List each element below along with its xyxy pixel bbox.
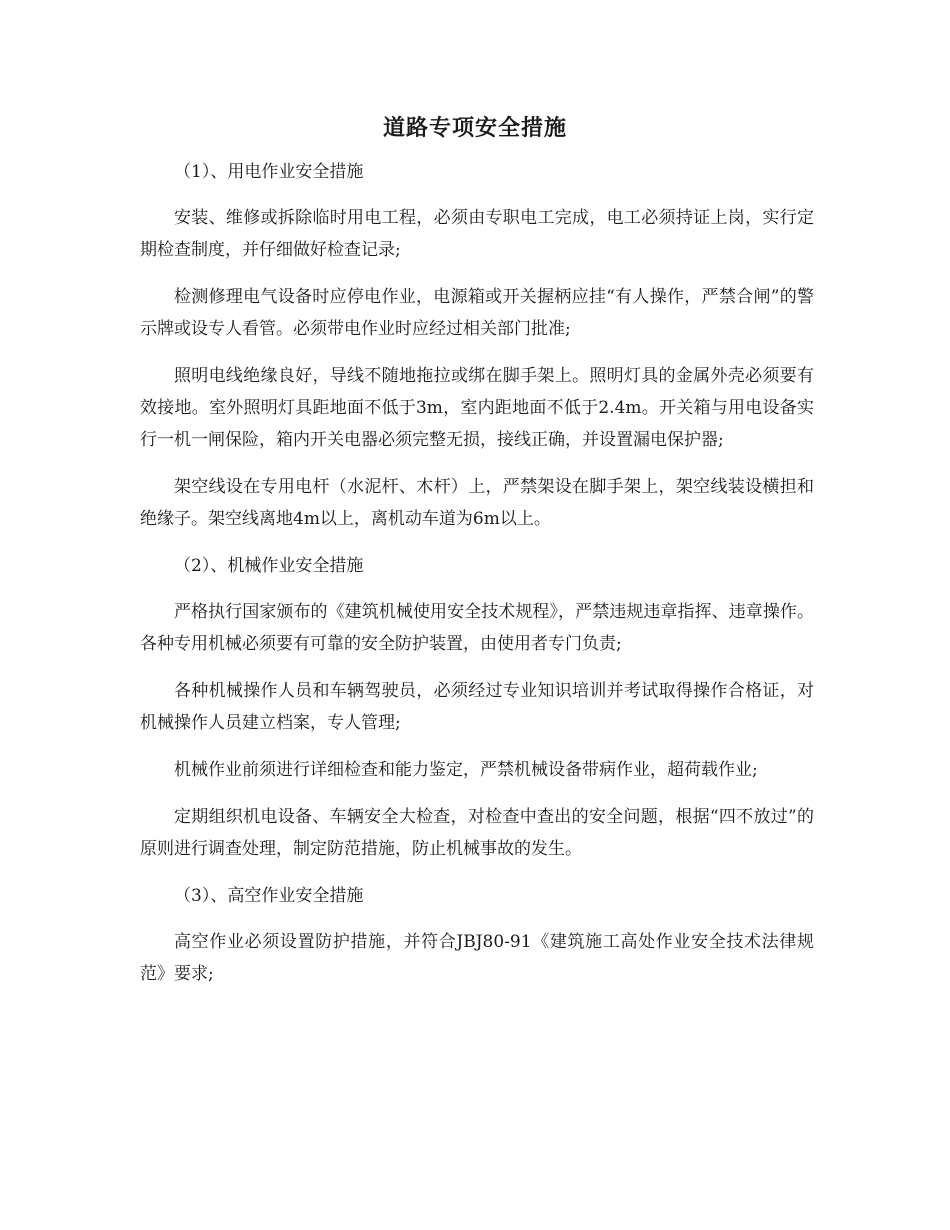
paragraph: 高空作业必须设置防护措施，并符合JBJ80-91《建筑施工高处作业安全技术法律规范》要求; xyxy=(140,932,814,984)
paragraph: 检测修理电气设备时应停电作业，电源箱或开关握柄应挂“有人操作，严禁合闸”的警示牌或设专人看管。必须带电作业时应经过相关部门批准; xyxy=(140,287,814,339)
section-heading: （2）、机械作业安全措施 xyxy=(174,556,364,576)
paragraph: 照明电线绝缘良好，导线不随地拖拉或绑在脚手架上。照明灯具的金属外壳必须要有效接地。室外照明灯具距地面不低于3m，室内距地面不低于2.4m。开关箱与用电设备实行一机一闸保险，箱内开关电器必须完整无损，接线正确，并设置漏电保护器; xyxy=(140,366,814,450)
paragraph: 定期组织机电设备、车辆安全大检查，对检查中查出的安全问题，根据“四不放过”的原则进行调查处理，制定防范措施，防止机械事故的发生。 xyxy=(140,807,814,859)
paragraph: 安装、维修或拆除临时用电工程，必须由专职电工完成，电工必须持证上岗，实行定期检查制度，并仔细做好检查记录; xyxy=(140,208,814,260)
section-machinery-safety xyxy=(140,550,814,865)
section-heading: （3）、高空作业安全措施 xyxy=(174,886,364,906)
section-heading: （1）、用电作业安全措施 xyxy=(174,162,364,182)
paragraph: 严格执行国家颁布的《建筑机械使用安全技术规程》，严禁违规违章指挥、违章操作。各种专用机械必须要有可靠的安全防护装置，由使用者专门负责; xyxy=(140,602,814,654)
paragraph: 各种机械操作人员和车辆驾驶员，必须经过专业知识培训并考试取得操作合格证，对机械操作人员建立档案，专人管理; xyxy=(140,681,814,733)
paragraph: 架空线设在专用电杆（水泥杆、木杆）上，严禁架设在脚手架上，架空线装设横担和绝缘子。架空线离地4m以上，离机动车道为6m以上。 xyxy=(140,477,814,529)
document-body xyxy=(140,156,814,1005)
section-high-altitude-safety xyxy=(140,880,814,990)
document-title: 道路专项安全措施 xyxy=(382,115,567,141)
section-electrical-safety xyxy=(140,156,814,535)
paragraph: 机械作业前须进行详细检查和能力鉴定，严禁机械设备带病作业，超荷载作业; xyxy=(174,760,758,780)
